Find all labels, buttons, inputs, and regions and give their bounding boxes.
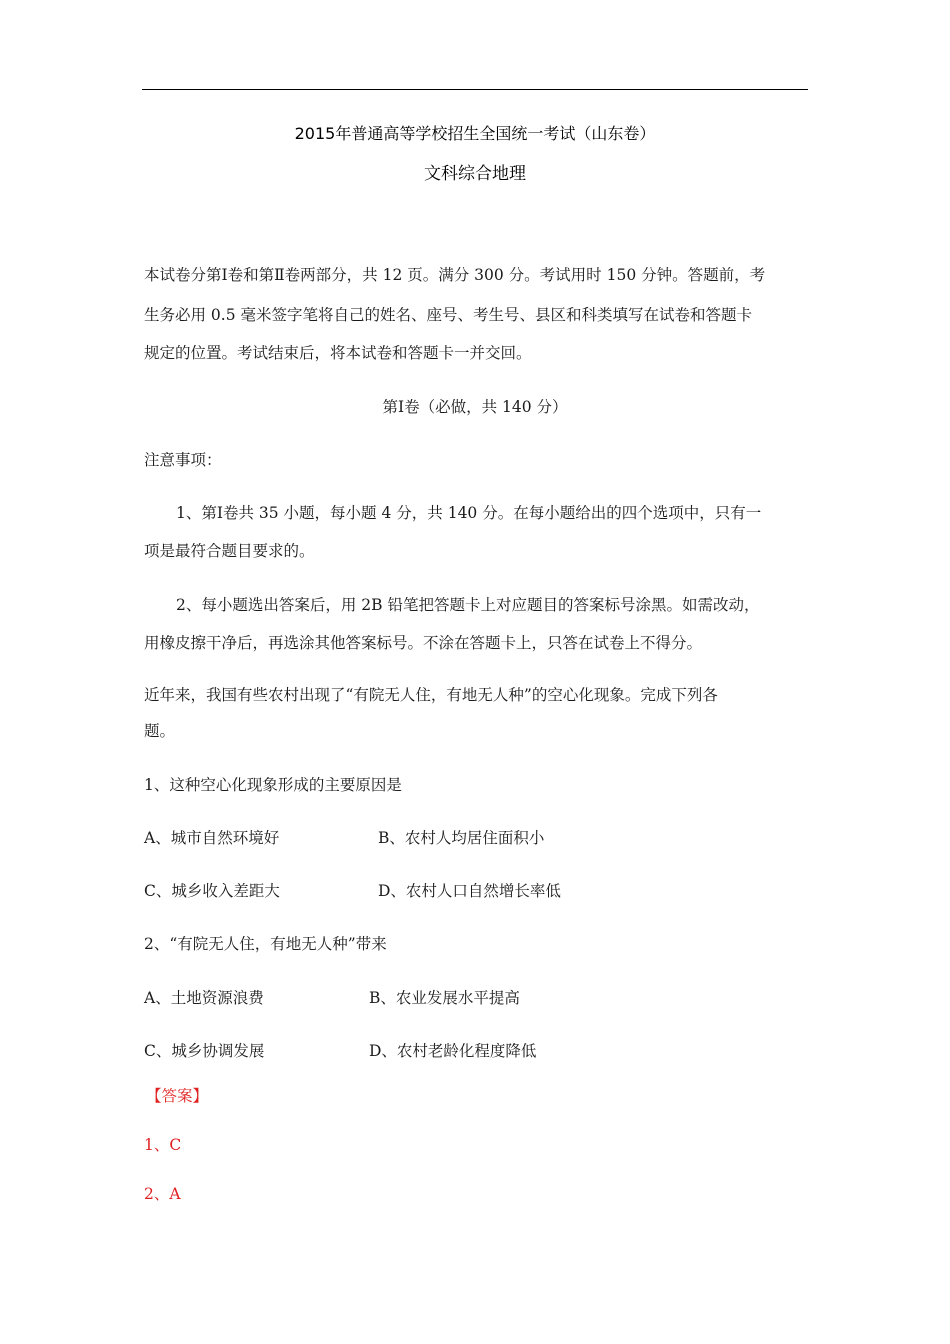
question-2-option-d: D、农村老龄化程度降低 [369,1042,537,1060]
answer-heading: 【答案】 [146,1087,209,1105]
exam-title: 2015年普通高等学校招生全国统一考试（山东卷） [294,124,656,143]
question-1-option-d: D、农村人口自然增长率低 [378,882,561,900]
question-2-option-c: C、城乡协调发展 [144,1042,265,1060]
question-1-option-c: C、城乡收入差距大 [144,882,280,900]
notes-heading: 注意事项： [144,451,222,469]
note-item-1-line-2: 项是最符合题目要求的。 [144,542,315,560]
question-2-option-a: A、土地资源浪费 [144,989,264,1007]
question-2-option-b: B、农业发展水平提高 [369,989,520,1007]
question-1-option-b: B、农村人均居住面积小 [378,829,545,847]
material-line-1: 近年来，我国有些农村出现了“有院无人住，有地无人种”的空心化现象。完成下列各 [144,686,718,704]
intro-line-3: 规定的位置。考试结束后，将本试卷和答题卡一并交回。 [144,344,532,362]
note-item-2-line-2: 用橡皮擦干净后，再选涂其他答案标号。不涂在答题卡上，只答在试卷上不得分。 [144,634,703,652]
note-item-1-line-1: 1、第Ⅰ卷共 35 小题，每小题 4 分，共 140 分。在每小题给出的四个选项中，只有一 [176,504,762,522]
intro-line-1: 本试卷分第Ⅰ卷和第Ⅱ卷两部分，共 12 页。满分 300 分。考试用时 150 分钟。答题前，考 [144,266,766,284]
note-item-2-line-1: 2、每小题选出答案后，用 2B 铅笔把答题卡上对应题目的答案标号涂黑。如需改动， [176,596,760,614]
question-2-stem: 2、“有院无人住，有地无人种”带来 [144,935,387,953]
answer-item-2: 2、A [144,1185,181,1203]
question-1-stem: 1、这种空心化现象形成的主要原因是 [144,776,402,794]
answer-item-1: 1、C [144,1136,182,1154]
header-rule [142,89,808,90]
section-title: 第Ⅰ卷（必做，共 140 分） [382,398,568,416]
material-line-2: 题。 [144,722,176,740]
exam-subtitle: 文科综合地理 [424,164,526,184]
question-1-option-a: A、城市自然环境好 [144,829,280,847]
intro-line-2: 生务必用 0.5 毫米签字笔将自己的姓名、座号、考生号、县区和科类填写在试卷和答题卡 [144,306,753,324]
